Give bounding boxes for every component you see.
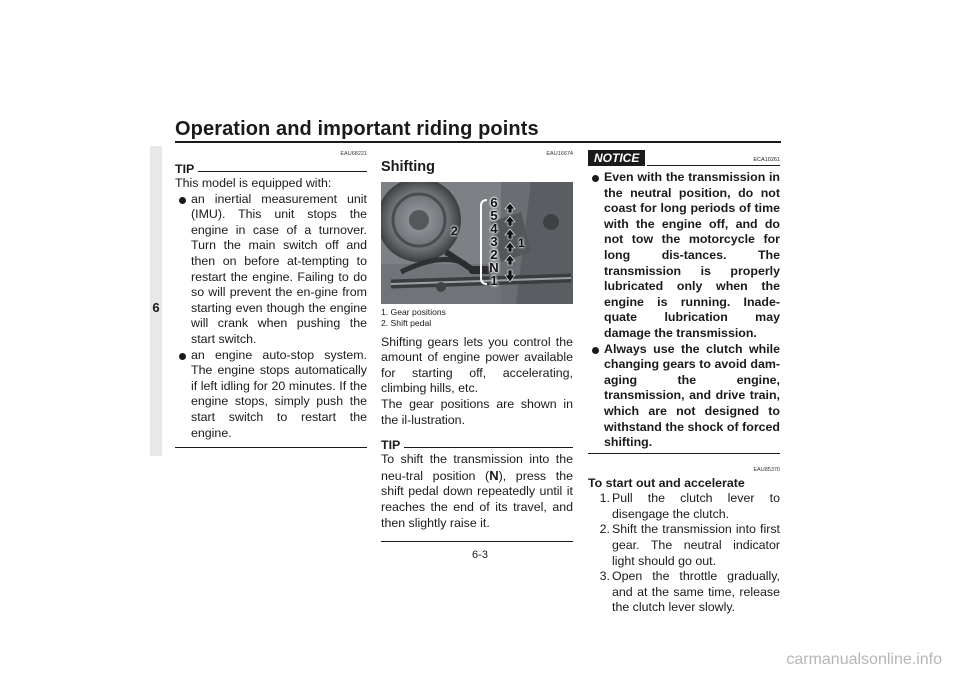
step-list xyxy=(588,491,780,616)
page-number: 6-3 xyxy=(472,549,488,561)
caption-item: 2. Shift pedal xyxy=(381,317,432,328)
step-item xyxy=(588,569,780,616)
gear-label: N xyxy=(489,259,499,275)
tip-text xyxy=(381,452,573,531)
page-title: Operation and important riding points xyxy=(175,118,539,140)
section-title: To start out and accelerate xyxy=(588,475,745,490)
figure-captions xyxy=(381,307,573,329)
step-text: Pull the clutch lever to disengage the clutch. xyxy=(612,491,780,521)
tip-end-rule xyxy=(381,541,573,542)
notice-label: NOTICE xyxy=(588,150,645,166)
section-code: EAU85370 xyxy=(753,466,780,473)
arrow-up-icon xyxy=(505,216,515,226)
tip-rule xyxy=(198,171,367,172)
callout-shift-pedal: 2 xyxy=(451,223,458,238)
paragraph: The gear positions are shown in the il-lustration. xyxy=(381,396,573,427)
shift-arrows xyxy=(503,196,517,288)
tip-bullet-list xyxy=(175,192,367,442)
chapter-number: 6 xyxy=(152,300,160,315)
callout-gear-positions: 1 xyxy=(518,235,525,250)
column-middle xyxy=(381,150,573,542)
tip-end-rule xyxy=(175,447,367,448)
bullet-icon xyxy=(592,347,599,354)
step-number: 2. xyxy=(599,522,610,537)
tip-label: TIP xyxy=(175,162,195,176)
list-item xyxy=(175,348,367,442)
step-item xyxy=(588,491,780,522)
gear-label: 1 xyxy=(490,272,498,288)
column-right xyxy=(588,150,780,616)
bullet-icon xyxy=(179,353,186,360)
tip-rule xyxy=(404,447,573,448)
tip-label: TIP xyxy=(381,438,401,453)
arrow-up-icon xyxy=(505,242,515,252)
arrow-up-icon xyxy=(505,255,515,265)
step-number: 3. xyxy=(599,569,610,584)
list-item-text: Always use the clutch while changing gears to avoid dam-aging the engine, transmission, and drive train, which are not designed to withstand the shock of forced shifting. xyxy=(604,341,780,450)
bullet-icon xyxy=(592,175,599,182)
step-item xyxy=(588,522,780,569)
bracket-line xyxy=(479,196,489,288)
neutral-symbol: N xyxy=(489,467,499,483)
step-number: 1. xyxy=(599,491,610,506)
watermark: carmanualsonline.info xyxy=(786,651,942,668)
tip-header xyxy=(381,438,573,452)
gear-label: 5 xyxy=(490,207,498,223)
list-item xyxy=(588,342,780,451)
gear-label: 4 xyxy=(490,220,498,236)
tip-text-before: To shift the transmission into the neu-tral position ( xyxy=(381,452,573,483)
step-text: Shift the transmission into first gear. The neutral indicator light should go out. xyxy=(612,522,780,568)
tip-header xyxy=(175,162,367,176)
arrow-down-icon xyxy=(505,270,515,282)
tip-text-after: ), press the shift pedal down repeatedly until it reaches the end of its travel, and then slightly raise it. xyxy=(381,468,574,530)
notice-end-rule xyxy=(588,453,780,454)
notice-header xyxy=(588,150,780,166)
section-title: Shifting xyxy=(381,159,435,175)
notice-code: ECA10261 xyxy=(753,157,780,163)
step-text: Open the throttle gradually, and at the same time, release the clutch lever slowly. xyxy=(612,569,780,615)
section-code: EAU16674 xyxy=(546,151,573,157)
arrow-up-icon xyxy=(505,229,515,239)
gear-label: 2 xyxy=(490,246,498,262)
bullet-icon xyxy=(179,197,186,204)
engine-photo xyxy=(381,182,573,304)
section-code: EAU68221 xyxy=(340,151,367,157)
list-item-text: Even with the transmission in the neutral position, do not coast for long periods of time with the engine off, and do not tow the motorcycle for long dis-tances. The transmission is properly lubricated only when the engine is running. Inade-quate lubrication may damage the transmission. xyxy=(604,170,780,340)
list-item xyxy=(175,192,367,348)
list-item-text: an inertial measurement unit (IMU). This unit stops the engine in case of a turnover. Turn the main switch off and then on before at-tempting to restart the engine. Failing to do so will prevent the en-gine from starting even though the engine will crank when pushing the start switch. xyxy=(191,191,367,346)
notice-list xyxy=(588,170,780,451)
caption-item: 1. Gear positions xyxy=(381,306,446,317)
column-left xyxy=(175,150,367,448)
arrow-up-icon xyxy=(505,203,515,213)
header-rule xyxy=(175,141,781,143)
list-item-text: an engine auto-stop system. The engine stops automatically if left idling for 20 minutes. If the engine stops, simply push the start switch to restart the engine. xyxy=(191,347,367,440)
tip-intro: This model is equipped with: xyxy=(175,176,332,190)
gear-label: 3 xyxy=(490,233,498,249)
list-item xyxy=(588,170,780,342)
gear-label: 6 xyxy=(490,194,498,210)
shift-pedal-illustration xyxy=(381,182,573,304)
paragraph: Shifting gears lets you control the amount of engine power available for starting off, accelerating, climbing hills, etc. xyxy=(381,334,573,396)
